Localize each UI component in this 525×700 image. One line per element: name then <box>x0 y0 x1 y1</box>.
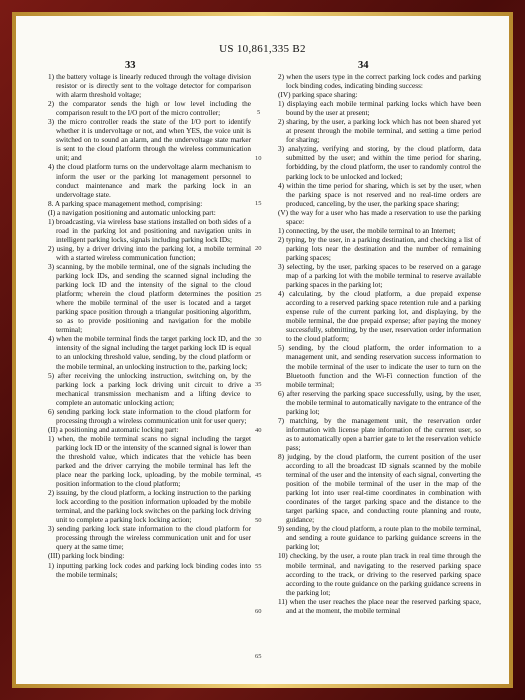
line-number: 10 <box>255 155 262 162</box>
right-paragraph: 2) typing, by the user, in a parking destination, and checking a list of parking lots near the destination and the number of remaining parking spaces; <box>278 235 481 262</box>
line-number: 25 <box>255 291 262 298</box>
left-paragraph: 3) scanning, by the mobile terminal, one of the signals including the parking lock IDs, and sending the scanned signal including the parking lock ID and the intensity of the signal to the cloud platform; wherein the cloud platform determines the position where the mobile terminal of the user is located and a target parking space position through a triangular positioning algorithm, so as to provide positioning and navigation for the mobile terminal; <box>48 262 251 335</box>
right-paragraph: 9) sending, by the cloud platform, a route plan to the mobile terminal, and sending a route guidance to parking guidance screens in the parking lot; <box>278 525 481 552</box>
left-paragraph: 6) sending parking lock state information to the cloud platform for processing through a wireless communication unit for user query; <box>48 407 251 425</box>
left-paragraph: (I) a navigation positioning and automatic unlocking part: <box>48 208 216 217</box>
left-paragraph: 2) using, by a driver driving into the parking lot, a mobile terminal with a started wireless communication function; <box>48 244 251 262</box>
left-paragraph: (II) a positioning and automatic locking part: <box>48 425 179 434</box>
right-paragraph: 2) when the users type in the correct parking lock codes and parking lock binding codes, indicating binding success: <box>278 73 481 91</box>
line-number: 55 <box>255 563 262 570</box>
right-paragraph: 11) when the user reaches the place near the reserved parking space, and at the moment, the mobile terminal <box>278 597 481 615</box>
line-number: 60 <box>255 608 262 615</box>
right-column <box>278 73 481 616</box>
left-paragraph: 2) issuing, by the cloud platform, a locking instruction to the parking lock according to the position information uploaded by the mobile terminal, and the parking lock switches on the parking lock driving unit to complete a parking lock locking action; <box>48 489 251 525</box>
right-paragraph: 1) displaying each mobile terminal parking locks which have been bound by the user at present; <box>278 100 481 118</box>
left-paragraph: 8. A parking space management method, comprising: <box>48 199 203 208</box>
left-paragraph: 4) the cloud platform turns on the undervoltage alarm mechanism to inform the user or the parking lot management personnel to conduct maintenance and mark the parking lock in an undervoltage state. <box>48 163 251 199</box>
right-paragraph: 2) sharing, by the user, a parking lock which has not been shared yet at present through the mobile terminal, and setting a time period for sharing; <box>278 118 481 145</box>
right-paragraph: 4) within the time period for sharing, which is set by the user, when the parking space is not reserved and no real-time orders are produced, canceling, by the user, the parking space sharing; <box>278 181 481 208</box>
left-paragraph: 2) the comparator sends the high or low level including the comparison result to the I/O port of the micro controller; <box>48 100 251 118</box>
left-paragraph: 3) sending parking lock state information to the cloud platform for processing through the wireless communication unit and for user query at the same time; <box>48 525 251 552</box>
line-number: 45 <box>255 472 262 479</box>
line-number: 40 <box>255 427 262 434</box>
right-paragraph: (IV) parking space sharing: <box>278 91 358 100</box>
line-number: 65 <box>255 653 262 660</box>
right-paragraph: 1) connecting, by the user, the mobile terminal to an Internet; <box>278 226 456 235</box>
left-paragraph: 3) the micro controller reads the state of the I/O port to identify whether it is undervoltage or not, and when YES, the voice unit is switched on to sound an alarm, and the undervoltage state marker is sent to the cloud platform through the wireless communication unit; and <box>48 118 251 163</box>
left-paragraph: 1) when, the mobile terminal scans no signal including the target parking lock ID or the intensity of the scanned signal is lower than the threshold value, which indicates that the vehicle has been parked and the driver carrying the mobile terminal has left the place near the parking lock, uploading, by the mobile terminal, position information to the cloud platform; <box>48 434 251 489</box>
right-paragraph: 6) after reserving the parking space successfully, using, by the user, the mobile terminal to automatically navigate to the entrance of the parking lot; <box>278 389 481 416</box>
left-paragraph: 1) broadcasting, via wireless base stations installed on both sides of a road in the parking lot and positioning and navigation units in intelligent parking locks, signals including parking lock IDs; <box>48 217 251 244</box>
left-paragraph: 5) after receiving the unlocking instruction, switching on, by the parking lock a parking lock driving unit circuit to drive a mechanical transmission mechanism and a lifting device to complete an automatic unlocking action; <box>48 371 251 407</box>
line-number: 20 <box>255 245 262 252</box>
left-paragraph: 1) inputting parking lock codes and parking lock binding codes into the mobile terminals; <box>48 561 251 579</box>
line-number: 35 <box>255 381 262 388</box>
patent-page <box>16 16 509 684</box>
right-paragraph: (V) the way for a user who has made a reservation to use the parking space: <box>278 208 481 226</box>
line-number: 15 <box>255 200 262 207</box>
right-paragraph: 4) calculating, by the cloud platform, a due prepaid expense according to a reserved parking space retention rule and a parking expense rule of the current parking lot, and displaying, by the mobile terminal, the due prepaid expense; after paying the money successfully, submitting, by the user, reservation order information to the cloud platform; <box>278 290 481 344</box>
left-column <box>48 73 251 580</box>
line-number: 30 <box>255 336 262 343</box>
patent-number-header: US 10,861,335 B2 <box>219 43 306 55</box>
right-paragraph: 5) sending, by the cloud platform, the order information to a management unit, and sending reservation success information to the mobile terminal of the user to indicate the user to turn on the Bluetooth function and the Wi-Fi connection function of the mobile terminal; <box>278 344 481 389</box>
left-paragraph: 1) the battery voltage is linearly reduced through the voltage division resistor or is directly sent to the voltage detector for comparison with alarm threshold voltage; <box>48 73 251 100</box>
left-column-number: 33 <box>125 60 136 71</box>
line-number: 50 <box>255 517 262 524</box>
right-column-number: 34 <box>358 60 369 71</box>
left-paragraph: 4) when the mobile terminal finds the target parking lock ID, and the intensity of the signal including the target parking lock ID is equal to an unlocking threshold value, sending, by the cloud platform or the mobile terminal, an unlocking instruction to the, parking lock; <box>48 335 251 371</box>
right-paragraph: 7) matching, by the management unit, the reservation order information with license plate information of the current user, so as to automatically open a barrier gate to let the reservation vehicle pass; <box>278 416 481 452</box>
left-paragraph: (III) parking lock binding: <box>48 552 125 561</box>
right-paragraph: 8) judging, by the cloud platform, the current position of the user according to all the broadcast ID signals scanned by the mobile terminal of the user and the intensity of each signal, converting the position of the mobile terminal of the user in the map of the parking lot into user real-time coordinates in combination with coordinates of the target parking space and the distance to the target parking space, and conducting route planning and route, guidance; <box>278 452 481 525</box>
line-number: 5 <box>257 109 261 116</box>
right-paragraph: 3) selecting, by the user, parking spaces to be reserved on a garage map of a parking lot with the mobile terminal to reserve available parking spaces in the parking lot; <box>278 262 481 290</box>
right-paragraph: 10) checking, by the user, a route plan track in real time through the mobile terminal, and navigating to the reserved parking space according to the track, or driving to the reserved parking space according to the route guidance on the parking guidance screens in the parking lot; <box>278 552 481 597</box>
right-paragraph: 3) analyzing, verifying and storing, by the cloud platform, data submitted by the user; and within the time period for sharing, forbidding, by the cloud platform, the user to randomly control the parking lock to be unlocked and locked; <box>278 145 481 181</box>
